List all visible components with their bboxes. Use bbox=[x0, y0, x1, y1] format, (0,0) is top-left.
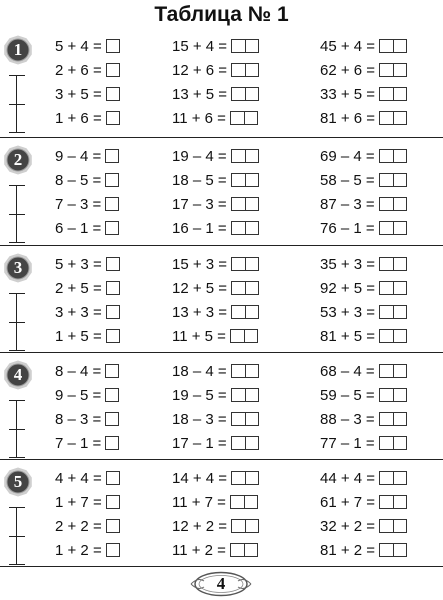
exercise-item bbox=[55, 467, 120, 489]
exercise-expression: 81 + 2 = bbox=[320, 541, 376, 559]
exercise-item bbox=[55, 193, 119, 215]
exercise-item bbox=[172, 59, 259, 81]
section-number: 3 bbox=[13, 258, 23, 277]
exercise-item bbox=[55, 277, 120, 299]
answer-box[interactable] bbox=[231, 364, 259, 378]
answer-box[interactable] bbox=[231, 412, 259, 426]
section-number: 4 bbox=[13, 365, 23, 384]
section-number: 1 bbox=[13, 40, 23, 59]
exercise-expression: 58 – 5 = bbox=[320, 171, 375, 189]
exercise-item bbox=[55, 491, 120, 513]
exercise-expression: 11 + 2 = bbox=[172, 541, 226, 559]
exercise-item bbox=[320, 384, 407, 406]
answer-box[interactable] bbox=[231, 436, 259, 450]
answer-box[interactable] bbox=[106, 543, 120, 557]
exercise-expression: 69 – 4 = bbox=[320, 147, 375, 165]
answer-box[interactable] bbox=[379, 257, 407, 271]
exercise-item bbox=[172, 253, 259, 275]
answer-box[interactable] bbox=[379, 221, 407, 235]
exercise-item bbox=[320, 107, 407, 129]
exercise-item bbox=[172, 83, 259, 105]
exercise-expression: 18 – 4 = bbox=[172, 362, 227, 380]
exercise-expression: 13 + 5 = bbox=[172, 85, 228, 103]
exercise-item bbox=[55, 83, 120, 105]
exercise-item bbox=[320, 515, 407, 537]
exercise-expression: 33 + 5 = bbox=[320, 85, 376, 103]
exercise-item bbox=[172, 301, 259, 323]
ruler-icon bbox=[9, 400, 25, 458]
exercise-item bbox=[320, 253, 407, 275]
exercise-item bbox=[55, 145, 119, 167]
exercise-item bbox=[55, 384, 119, 406]
answer-box[interactable] bbox=[379, 149, 407, 163]
answer-box[interactable] bbox=[105, 197, 119, 211]
exercise-item bbox=[172, 467, 259, 489]
exercise-expression: 8 – 3 = bbox=[55, 410, 102, 428]
answer-box[interactable] bbox=[106, 471, 120, 485]
exercise-item bbox=[320, 491, 407, 513]
answer-box[interactable] bbox=[379, 111, 407, 125]
section-number-badge bbox=[3, 360, 33, 390]
exercise-item bbox=[172, 360, 259, 382]
exercise-expression: 81 + 5 = bbox=[320, 327, 376, 345]
exercise-expression: 17 – 3 = bbox=[172, 195, 227, 213]
answer-box[interactable] bbox=[106, 281, 120, 295]
section-number: 2 bbox=[13, 150, 23, 169]
answer-box[interactable] bbox=[379, 281, 407, 295]
exercise-expression: 76 – 1 = bbox=[320, 219, 375, 237]
section-number-badge bbox=[3, 145, 33, 175]
exercise-expression: 16 – 1 = bbox=[172, 219, 227, 237]
answer-box[interactable] bbox=[379, 329, 407, 343]
exercise-expression: 18 – 3 = bbox=[172, 410, 227, 428]
answer-box[interactable] bbox=[105, 149, 119, 163]
answer-box[interactable] bbox=[105, 221, 119, 235]
answer-box[interactable] bbox=[106, 39, 120, 53]
exercise-section bbox=[0, 467, 443, 575]
answer-box[interactable] bbox=[106, 63, 120, 77]
exercise-section bbox=[0, 253, 443, 361]
answer-box[interactable] bbox=[231, 305, 259, 319]
exercise-item bbox=[320, 467, 407, 489]
exercise-item bbox=[320, 169, 407, 191]
answer-box[interactable] bbox=[105, 436, 119, 450]
answer-box[interactable] bbox=[231, 388, 259, 402]
exercise-expression: 9 – 4 = bbox=[55, 147, 102, 165]
exercise-item bbox=[55, 515, 120, 537]
exercise-expression: 11 + 7 = bbox=[172, 493, 226, 511]
exercise-item bbox=[320, 277, 407, 299]
exercise-expression: 88 – 3 = bbox=[320, 410, 375, 428]
section-divider bbox=[0, 459, 443, 460]
exercise-item bbox=[320, 145, 407, 167]
answer-box[interactable] bbox=[231, 149, 259, 163]
answer-box[interactable] bbox=[379, 197, 407, 211]
exercise-item bbox=[55, 35, 120, 57]
section-number: 5 bbox=[13, 472, 23, 491]
answer-box[interactable] bbox=[379, 519, 407, 533]
answer-box[interactable] bbox=[379, 412, 407, 426]
answer-box[interactable] bbox=[230, 495, 258, 509]
exercise-expression: 18 – 5 = bbox=[172, 171, 227, 189]
exercise-item bbox=[172, 277, 259, 299]
answer-box[interactable] bbox=[379, 436, 407, 450]
exercise-expression: 61 + 7 = bbox=[320, 493, 376, 511]
exercise-item bbox=[55, 107, 120, 129]
exercise-expression: 2 + 6 = bbox=[55, 61, 102, 79]
exercise-item bbox=[55, 539, 120, 561]
answer-box[interactable] bbox=[105, 364, 119, 378]
exercise-expression: 11 + 6 = bbox=[172, 109, 226, 127]
section-number-badge bbox=[3, 35, 33, 65]
exercise-section bbox=[0, 360, 443, 468]
section-number-badge bbox=[3, 253, 33, 283]
exercise-expression: 15 + 4 = bbox=[172, 37, 228, 55]
exercise-expression: 6 – 1 = bbox=[55, 219, 102, 237]
ruler-icon bbox=[9, 75, 25, 133]
answer-box[interactable] bbox=[231, 39, 259, 53]
exercise-item bbox=[55, 301, 120, 323]
page-number-ornament bbox=[188, 571, 254, 597]
answer-box[interactable] bbox=[231, 519, 259, 533]
answer-box[interactable] bbox=[231, 197, 259, 211]
exercise-expression: 45 + 4 = bbox=[320, 37, 376, 55]
exercise-expression: 5 + 4 = bbox=[55, 37, 102, 55]
exercise-expression: 1 + 5 = bbox=[55, 327, 102, 345]
answer-box[interactable] bbox=[230, 111, 258, 125]
exercise-item bbox=[172, 169, 259, 191]
answer-box[interactable] bbox=[379, 543, 407, 557]
answer-box[interactable] bbox=[231, 87, 259, 101]
exercise-expression: 92 + 5 = bbox=[320, 279, 376, 297]
exercise-item bbox=[55, 59, 120, 81]
answer-box[interactable] bbox=[379, 495, 407, 509]
exercise-expression: 32 + 2 = bbox=[320, 517, 376, 535]
answer-box[interactable] bbox=[379, 63, 407, 77]
answer-box[interactable] bbox=[106, 519, 120, 533]
answer-box[interactable] bbox=[379, 388, 407, 402]
answer-box[interactable] bbox=[379, 39, 407, 53]
page-title: Таблица № 1 bbox=[154, 3, 289, 26]
answer-box[interactable] bbox=[379, 173, 407, 187]
exercise-expression: 2 + 2 = bbox=[55, 517, 102, 535]
ruler-icon bbox=[9, 293, 25, 351]
section-number-badge bbox=[3, 467, 33, 497]
exercise-item bbox=[320, 301, 407, 323]
answer-box[interactable] bbox=[106, 329, 120, 343]
answer-box[interactable] bbox=[105, 173, 119, 187]
exercise-expression: 3 + 3 = bbox=[55, 303, 102, 321]
exercise-item bbox=[320, 408, 407, 430]
answer-box[interactable] bbox=[231, 471, 259, 485]
exercise-expression: 35 + 3 = bbox=[320, 255, 376, 273]
exercise-item bbox=[320, 360, 407, 382]
exercise-item bbox=[55, 169, 119, 191]
exercise-item bbox=[172, 145, 259, 167]
exercise-item bbox=[172, 432, 259, 454]
exercise-expression: 17 – 1 = bbox=[172, 434, 227, 452]
exercise-item bbox=[320, 193, 407, 215]
exercise-expression: 3 + 5 = bbox=[55, 85, 102, 103]
exercise-item bbox=[320, 217, 407, 239]
answer-box[interactable] bbox=[379, 305, 407, 319]
answer-box[interactable] bbox=[106, 305, 120, 319]
exercise-item bbox=[55, 217, 119, 239]
exercise-item bbox=[172, 35, 259, 57]
exercise-expression: 81 + 6 = bbox=[320, 109, 376, 127]
exercise-expression: 9 – 5 = bbox=[55, 386, 102, 404]
answer-box[interactable] bbox=[379, 364, 407, 378]
exercise-item bbox=[55, 360, 119, 382]
exercise-expression: 68 – 4 = bbox=[320, 362, 375, 380]
answer-box[interactable] bbox=[105, 388, 119, 402]
answer-box[interactable] bbox=[231, 63, 259, 77]
exercise-item bbox=[172, 325, 258, 347]
exercise-item bbox=[320, 325, 407, 347]
exercise-expression: 7 – 3 = bbox=[55, 195, 102, 213]
answer-box[interactable] bbox=[106, 111, 120, 125]
section-divider bbox=[0, 566, 443, 567]
exercise-item bbox=[172, 384, 259, 406]
exercise-expression: 12 + 5 = bbox=[172, 279, 228, 297]
exercise-expression: 77 – 1 = bbox=[320, 434, 375, 452]
answer-box[interactable] bbox=[230, 329, 258, 343]
exercise-expression: 8 – 5 = bbox=[55, 171, 102, 189]
page-number: 4 bbox=[216, 574, 226, 593]
section-divider bbox=[0, 352, 443, 353]
exercise-item bbox=[172, 408, 259, 430]
exercise-expression: 1 + 7 = bbox=[55, 493, 102, 511]
exercise-item bbox=[320, 83, 407, 105]
exercise-expression: 8 – 4 = bbox=[55, 362, 102, 380]
exercise-expression: 12 + 6 = bbox=[172, 61, 228, 79]
answer-box[interactable] bbox=[379, 87, 407, 101]
answer-box[interactable] bbox=[106, 257, 120, 271]
exercise-item bbox=[55, 432, 119, 454]
answer-box[interactable] bbox=[231, 281, 259, 295]
answer-box[interactable] bbox=[105, 412, 119, 426]
exercise-expression: 1 + 2 = bbox=[55, 541, 102, 559]
answer-box[interactable] bbox=[106, 495, 120, 509]
exercise-item bbox=[320, 35, 407, 57]
exercise-item bbox=[55, 253, 120, 275]
exercise-item bbox=[172, 193, 259, 215]
exercise-item bbox=[55, 325, 120, 347]
exercise-expression: 19 – 5 = bbox=[172, 386, 227, 404]
exercise-expression: 7 – 1 = bbox=[55, 434, 102, 452]
exercise-expression: 62 + 6 = bbox=[320, 61, 376, 79]
exercise-item bbox=[320, 59, 407, 81]
exercise-expression: 14 + 4 = bbox=[172, 469, 228, 487]
exercise-expression: 53 + 3 = bbox=[320, 303, 376, 321]
exercise-expression: 12 + 2 = bbox=[172, 517, 228, 535]
exercise-item bbox=[172, 539, 258, 561]
exercise-expression: 5 + 3 = bbox=[55, 255, 102, 273]
ruler-icon bbox=[9, 185, 25, 243]
ruler-icon bbox=[9, 507, 25, 565]
exercise-item bbox=[320, 539, 407, 561]
exercise-item bbox=[172, 217, 259, 239]
exercise-item bbox=[172, 107, 258, 129]
answer-box[interactable] bbox=[231, 257, 259, 271]
exercise-expression: 44 + 4 = bbox=[320, 469, 376, 487]
answer-box[interactable] bbox=[231, 173, 259, 187]
exercise-item bbox=[172, 491, 258, 513]
exercise-expression: 13 + 3 = bbox=[172, 303, 228, 321]
exercise-expression: 19 – 4 = bbox=[172, 147, 227, 165]
exercise-section bbox=[0, 145, 443, 253]
answer-box[interactable] bbox=[231, 221, 259, 235]
answer-box[interactable] bbox=[230, 543, 258, 557]
answer-box[interactable] bbox=[106, 87, 120, 101]
exercise-item bbox=[172, 515, 259, 537]
answer-box[interactable] bbox=[379, 471, 407, 485]
exercise-expression: 2 + 5 = bbox=[55, 279, 102, 297]
exercise-item bbox=[55, 408, 119, 430]
section-divider bbox=[0, 245, 443, 246]
exercise-expression: 15 + 3 = bbox=[172, 255, 228, 273]
exercise-item bbox=[320, 432, 407, 454]
exercise-expression: 59 – 5 = bbox=[320, 386, 375, 404]
exercise-expression: 4 + 4 = bbox=[55, 469, 102, 487]
exercise-expression: 1 + 6 = bbox=[55, 109, 102, 127]
exercise-section bbox=[0, 35, 443, 143]
exercise-expression: 11 + 5 = bbox=[172, 327, 226, 345]
section-divider bbox=[0, 137, 443, 138]
exercise-expression: 87 – 3 = bbox=[320, 195, 375, 213]
